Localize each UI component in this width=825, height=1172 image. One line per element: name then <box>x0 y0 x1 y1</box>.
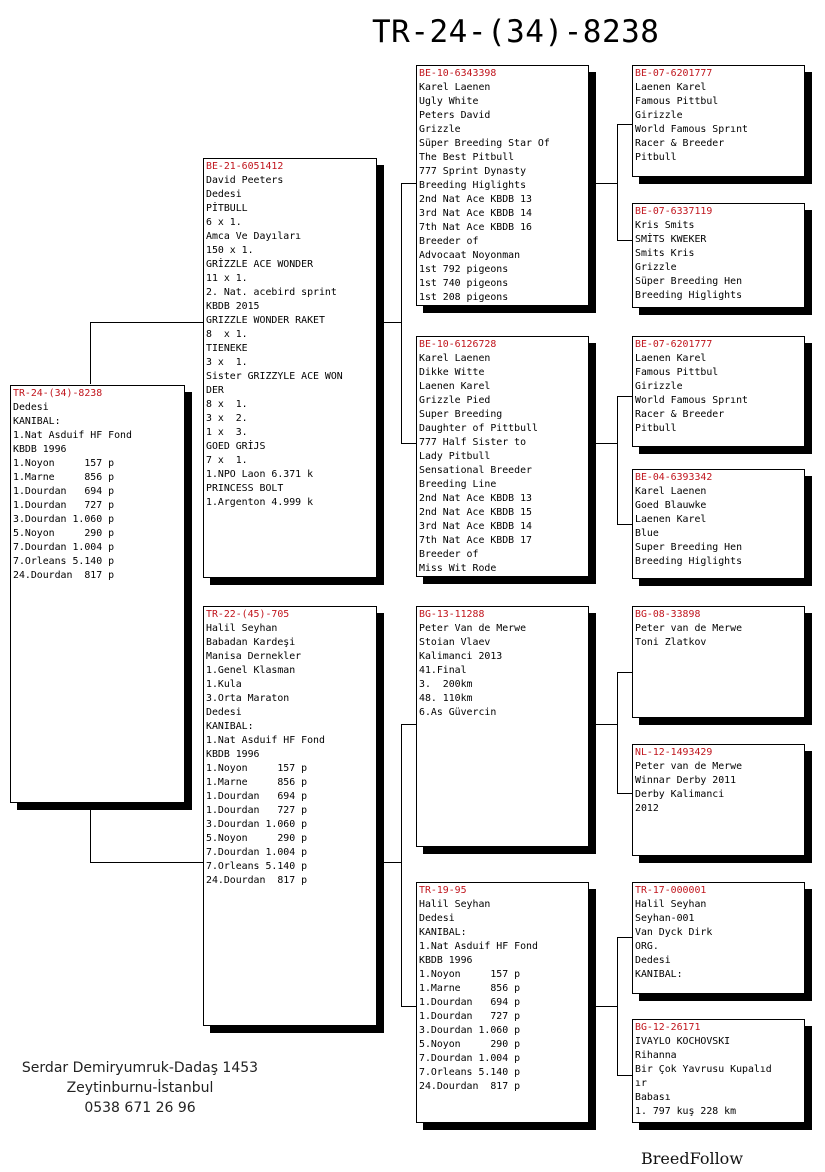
detail-line: 7.Orleans 5.140 p <box>13 556 115 567</box>
detail-line: Sensational Breeder <box>419 465 532 476</box>
detail-line: 1.Nat Asduif HF Fond <box>419 941 538 952</box>
connector <box>617 672 633 673</box>
detail-line: Breeding Higlights <box>635 290 743 301</box>
ring-number: BE-07-6201777 <box>635 339 713 350</box>
detail-line: KBDB 1996 <box>419 955 473 966</box>
detail-line: 3rd Nat Ace KBDB 14 <box>419 208 532 219</box>
detail-line: 1.Dourdan 694 p <box>419 997 521 1008</box>
detail-line: GOED GRİJS <box>206 441 266 452</box>
detail-line: TIENEKE <box>206 343 248 354</box>
detail-line: 6.As Güvercin <box>419 707 497 718</box>
detail-line: Breeder of <box>419 236 479 247</box>
connector <box>401 443 417 444</box>
connector <box>90 322 204 323</box>
detail-line: Advocaat Noyonman <box>419 250 521 261</box>
ss-sire-card[interactable] <box>632 65 805 177</box>
connector <box>617 396 633 397</box>
detail-line: 24.Dourdan 817 p <box>13 570 115 581</box>
pigeon-details <box>635 352 802 436</box>
pigeon-details <box>419 81 586 305</box>
connector <box>401 724 417 725</box>
detail-line: 3. 200km <box>419 679 473 690</box>
detail-line: KBDB 1996 <box>13 444 67 455</box>
detail-line: 1.Genel Klasman <box>206 665 296 676</box>
detail-line: 2nd Nat Ace KBDB 15 <box>419 507 532 518</box>
detail-line: Sister GRIZZYLE ACE WON <box>206 371 343 382</box>
connector <box>596 724 617 725</box>
detail-line: 8 x 1. <box>206 399 248 410</box>
detail-line: Grizzle Pied <box>419 395 491 406</box>
detail-line: 24.Dourdan 817 p <box>419 1081 521 1092</box>
detail-line: 1st 208 pigeons <box>419 292 509 303</box>
detail-line: Famous Pittbul <box>635 96 719 107</box>
detail-line: Super Breeding <box>419 409 503 420</box>
detail-line: 41.Final <box>419 665 467 676</box>
detail-line: Ugly White <box>419 96 479 107</box>
detail-line: 3 x 2. <box>206 413 248 424</box>
detail-line: 3.Dourdan 1.060 p <box>13 514 115 525</box>
detail-line: 1.Marne 856 p <box>206 777 308 788</box>
detail-line: Laenen Karel <box>635 353 707 364</box>
connector <box>596 183 617 184</box>
ring-number: TR-24-(34)-8238 <box>13 388 103 399</box>
detail-line: 2nd Nat Ace KBDB 13 <box>419 493 532 504</box>
pigeon-details <box>419 622 586 720</box>
detail-line: GRİZZLE ACE WONDER <box>206 259 314 270</box>
detail-line: Girizzle <box>635 110 683 121</box>
detail-line: 1.Dourdan 727 p <box>206 805 308 816</box>
detail-line: Karel Laenen <box>635 486 707 497</box>
detail-line: 24.Dourdan 817 p <box>206 875 308 886</box>
detail-line: Halil Seyhan <box>206 623 278 634</box>
dam-sire-card[interactable] <box>416 606 589 847</box>
detail-line: The Best Pitbull <box>419 152 515 163</box>
connector <box>617 240 633 241</box>
connector <box>617 524 633 525</box>
connector <box>617 672 618 793</box>
detail-line: Kris Smits <box>635 220 695 231</box>
detail-line: 6 x 1. <box>206 217 242 228</box>
detail-line: Manisa Dernekler <box>206 651 302 662</box>
pigeon-details <box>206 622 374 888</box>
ss-dam-card[interactable] <box>632 203 805 308</box>
breeder-location: Zeytinburnu-İstanbul <box>66 1080 214 1096</box>
detail-line: Laenen Karel <box>419 381 491 392</box>
detail-line: Babası <box>635 1092 671 1103</box>
detail-line: 1.Dourdan 727 p <box>13 500 115 511</box>
sire-sire-card[interactable] <box>416 65 589 306</box>
ds-sire-card[interactable] <box>632 606 805 718</box>
ring-number: BG-08-33898 <box>635 609 701 620</box>
detail-line: ır <box>635 1078 647 1089</box>
detail-line: 5.Noyon 290 p <box>13 528 115 539</box>
detail-line: 7th Nat Ace KBDB 17 <box>419 535 532 546</box>
detail-line: 2. Nat. acebird sprint <box>206 287 337 298</box>
detail-line: 8 x 1. <box>206 329 248 340</box>
detail-line: 1.Nat Asduif HF Fond <box>13 430 132 441</box>
detail-line: 1st 740 pigeons <box>419 278 509 289</box>
detail-line: Peters David <box>419 110 491 121</box>
connector <box>90 810 91 863</box>
detail-line: Winnar Derby 2011 <box>635 775 737 786</box>
connector <box>617 937 618 1075</box>
dd-dam-card[interactable] <box>632 1019 805 1123</box>
ring-number: BE-07-6201777 <box>635 68 713 79</box>
connector <box>401 1006 417 1007</box>
detail-line: 1.Marne 856 p <box>13 472 115 483</box>
detail-line: Peter van de Merwe <box>635 623 743 634</box>
detail-line: Racer & Breeder <box>635 409 725 420</box>
detail-line: GRIZZLE WONDER RAKET <box>206 315 325 326</box>
detail-line: KANIBAL: <box>13 416 61 427</box>
detail-line: Pitbull <box>635 423 677 434</box>
detail-line: PİTBULL <box>206 203 248 214</box>
pigeon-details <box>635 219 802 303</box>
detail-line: Karel Laenen <box>419 82 491 93</box>
detail-line: Famous Pittbul <box>635 367 719 378</box>
detail-line: 3.Dourdan 1.060 p <box>206 819 308 830</box>
detail-line: Smits Kris <box>635 248 695 259</box>
pigeon-details <box>635 898 802 982</box>
ds-dam-card[interactable] <box>632 744 805 856</box>
ring-number: TR-22-(45)-705 <box>206 609 290 620</box>
detail-line: Süper Breeding Star Of <box>419 138 550 149</box>
detail-line: KANIBAL: <box>419 927 467 938</box>
detail-line: 3.Dourdan 1.060 p <box>419 1025 521 1036</box>
detail-line: SMİTS KWEKER <box>635 234 707 245</box>
connector <box>384 862 401 863</box>
detail-line: Dedesi <box>419 913 455 924</box>
detail-line: 5.Noyon 290 p <box>206 833 308 844</box>
breeder-phone: 0538 671 26 96 <box>84 1100 196 1116</box>
detail-line: Laenen Karel <box>635 514 707 525</box>
detail-line: 1.Noyon 157 p <box>206 763 308 774</box>
pigeon-details <box>419 352 586 576</box>
detail-line: PRINCESS BOLT <box>206 483 284 494</box>
detail-line: 1.Dourdan 694 p <box>206 791 308 802</box>
pigeon-details <box>635 485 802 569</box>
detail-line: Dikke Witte <box>419 367 485 378</box>
connector <box>617 396 618 524</box>
detail-line: Dedesi <box>206 707 242 718</box>
detail-line: 1.Dourdan 694 p <box>13 486 115 497</box>
connector <box>617 124 633 125</box>
pigeon-details <box>13 401 182 583</box>
detail-line: 1 x 3. <box>206 427 248 438</box>
detail-line: 2012 <box>635 803 659 814</box>
detail-line: 1.NPO Laon 6.371 k <box>206 469 314 480</box>
detail-line: 1st 792 pigeons <box>419 264 509 275</box>
detail-line: KANIBAL: <box>206 721 254 732</box>
detail-line: Peter Van de Merwe <box>419 623 527 634</box>
detail-line: 1.Marne 856 p <box>419 983 521 994</box>
detail-line: Pitbull <box>635 152 677 163</box>
ring-number: BG-13-11288 <box>419 609 485 620</box>
ring-number: TR-17-000001 <box>635 885 707 896</box>
detail-line: 48. 110km <box>419 693 473 704</box>
detail-line: Miss Wit Rode <box>419 563 497 574</box>
detail-line: Laenen Karel <box>635 82 707 93</box>
detail-line: Bir Çok Yavrusu Kupalıd <box>635 1064 772 1075</box>
detail-line: 7.Dourdan 1.004 p <box>206 847 308 858</box>
dam-dam-card[interactable] <box>416 882 589 1123</box>
connector <box>617 937 633 938</box>
subject-pigeon-card[interactable] <box>10 385 185 803</box>
detail-line: Dedesi <box>13 402 49 413</box>
connector <box>617 1075 633 1076</box>
detail-line: KBDB 2015 <box>206 301 260 312</box>
brand-logo-text: BreedFollow <box>641 1149 744 1168</box>
detail-line: IVAYLO KOCHOVSKI <box>635 1036 731 1047</box>
sire-dam-card[interactable] <box>416 336 589 577</box>
detail-line: David Peeters <box>206 175 284 186</box>
pigeon-details <box>419 898 586 1094</box>
detail-line: Peter van de Merwe <box>635 761 743 772</box>
connector <box>401 724 402 1007</box>
ring-number: BE-04-6393342 <box>635 472 713 483</box>
detail-line: Super Breeding Hen <box>635 542 743 553</box>
detail-line: 7th Nat Ace KBDB 16 <box>419 222 532 233</box>
detail-line: Blue <box>635 528 659 539</box>
detail-line: Rihanna <box>635 1050 677 1061</box>
detail-line: 777 Half Sister to <box>419 437 527 448</box>
detail-line: 3 x 1. <box>206 357 248 368</box>
connector <box>401 183 402 443</box>
detail-line: 11 x 1. <box>206 273 248 284</box>
ring-number: TR-19-95 <box>419 885 467 896</box>
detail-line: Girizzle <box>635 381 683 392</box>
detail-line: Goed Blauwke <box>635 500 707 511</box>
sd-sire-card[interactable] <box>632 336 805 447</box>
detail-line: Grizzle <box>419 124 461 135</box>
connector <box>596 443 617 444</box>
detail-line: KBDB 1996 <box>206 749 260 760</box>
detail-line: ORG. <box>635 941 659 952</box>
detail-line: Halil Seyhan <box>635 899 707 910</box>
detail-line: 7.Orleans 5.140 p <box>419 1067 521 1078</box>
detail-line: 1.Noyon 157 p <box>13 458 115 469</box>
detail-line: Stoian Vlaev <box>419 637 491 648</box>
detail-line: Racer & Breeder <box>635 138 725 149</box>
sire-card[interactable] <box>203 158 377 578</box>
detail-line: Daughter of Pittbull <box>419 423 538 434</box>
pigeon-details <box>635 81 802 165</box>
connector <box>401 183 417 184</box>
ring-number: BE-07-6337119 <box>635 206 713 217</box>
ring-number: BE-21-6051412 <box>206 161 284 172</box>
ring-number: NL-12-1493429 <box>635 747 713 758</box>
detail-line: Süper Breeding Hen <box>635 276 743 287</box>
pedigree-title: TR-24-(34)-8238 <box>372 14 660 50</box>
detail-line: KANIBAL: <box>635 969 683 980</box>
connector <box>617 124 618 240</box>
detail-line: 1.Argenton 4.999 k <box>206 497 314 508</box>
detail-line: Grizzle <box>635 262 677 273</box>
detail-line: Lady Pitbull <box>419 451 491 462</box>
detail-line: 1. 797 kuş 228 km <box>635 1106 737 1117</box>
detail-line: 1.Dourdan 727 p <box>419 1011 521 1022</box>
detail-line: Karel Laenen <box>419 353 491 364</box>
pigeon-details <box>206 174 374 510</box>
breeder-contact <box>0 1058 280 1118</box>
sd-dam-card[interactable] <box>632 469 805 579</box>
detail-line: Halil Seyhan <box>419 899 491 910</box>
dam-card[interactable] <box>203 606 377 1026</box>
detail-line: 7.Dourdan 1.004 p <box>419 1053 521 1064</box>
detail-line: Amca Ve Dayıları <box>206 231 302 242</box>
connector <box>90 322 91 384</box>
detail-line: 7.Dourdan 1.004 p <box>13 542 115 553</box>
detail-line: Breeding Higlights <box>635 556 743 567</box>
breeder-name: Serdar Demiryumruk-Dadaş 1453 <box>21 1060 259 1076</box>
detail-line: 3.Orta Maraton <box>206 693 290 704</box>
detail-line: Breeding Line <box>419 479 497 490</box>
detail-line: Derby Kalimanci <box>635 789 725 800</box>
detail-line: 1.Nat Asduif HF Fond <box>206 735 325 746</box>
detail-line: DER <box>206 385 224 396</box>
detail-line: 1.Noyon 157 p <box>419 969 521 980</box>
pigeon-details <box>635 760 802 816</box>
detail-line: Van Dyck Dirk <box>635 927 713 938</box>
detail-line: World Famous Sprınt <box>635 395 748 406</box>
detail-line: Dedesi <box>206 189 242 200</box>
detail-line: 5.Noyon 290 p <box>419 1039 521 1050</box>
detail-line: Toni Zlatkov <box>635 637 707 648</box>
ring-number: BE-10-6126728 <box>419 339 497 350</box>
pigeon-details <box>635 622 802 650</box>
detail-line: Kalimanci 2013 <box>419 651 503 662</box>
detail-line: 777 Sprint Dynasty <box>419 166 527 177</box>
detail-line: Breeder of <box>419 549 479 560</box>
detail-line: 2nd Nat Ace KBDB 13 <box>419 194 532 205</box>
ring-number: BG-12-26171 <box>635 1022 701 1033</box>
connector <box>617 793 633 794</box>
detail-line: 3rd Nat Ace KBDB 14 <box>419 521 532 532</box>
detail-line: Breeding Higlights <box>419 180 527 191</box>
dd-sire-card[interactable] <box>632 882 805 994</box>
detail-line: World Famous Sprınt <box>635 124 748 135</box>
detail-line: Seyhan-001 <box>635 913 695 924</box>
detail-line: 150 x 1. <box>206 245 254 256</box>
detail-line: 7.Orleans 5.140 p <box>206 861 308 872</box>
connector <box>596 1006 617 1007</box>
detail-line: 7 x 1. <box>206 455 248 466</box>
detail-line: Dedesi <box>635 955 671 966</box>
detail-line: Babadan Kardeşi <box>206 637 296 648</box>
ring-number: BE-10-6343398 <box>419 68 497 79</box>
connector <box>90 862 204 863</box>
detail-line: 1.Kula <box>206 679 242 690</box>
connector <box>384 322 401 323</box>
pigeon-details <box>635 1035 802 1119</box>
